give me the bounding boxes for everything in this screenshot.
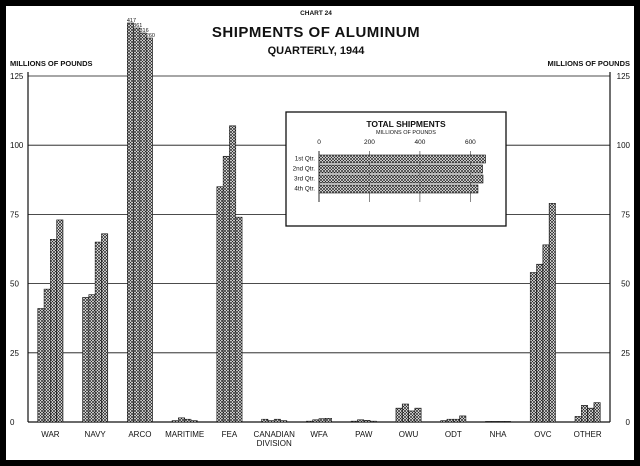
- bar-fea-q4: [236, 217, 242, 422]
- y-tick-label-right: 50: [621, 279, 630, 289]
- inset-quarter-label: 3rd Qtr.: [294, 175, 315, 183]
- y-tick-label-left: 25: [10, 348, 19, 358]
- inset-bar-q1: [319, 155, 486, 163]
- bar-ovc-q1: [530, 273, 536, 422]
- bar-paw-q1: [351, 421, 357, 422]
- bar-navy-q3: [95, 242, 101, 422]
- x-category-label: FEA: [221, 430, 238, 439]
- y-tick-label-right: 75: [621, 210, 630, 220]
- x-category-label: CANADIAN DIVISION: [253, 430, 295, 448]
- bar-fea-q2: [223, 156, 229, 422]
- x-category-label: WFA: [310, 430, 328, 439]
- bar-arco-q3: [140, 33, 146, 422]
- bar-wfa-q1: [306, 421, 312, 422]
- inset-bar-q4: [319, 185, 478, 193]
- bar-ovc-q4: [549, 203, 555, 422]
- chart-title: SHIPMENTS OF ALUMINUM: [211, 24, 421, 41]
- y-tick-label-right: 0: [625, 418, 630, 427]
- bar-canadian-division-q1: [262, 419, 268, 422]
- bar-navy-q1: [83, 297, 89, 422]
- bar-fea-q1: [217, 187, 223, 422]
- y-tick-label-right: 100: [616, 141, 630, 151]
- bar-odt-q3: [453, 419, 459, 422]
- bar-war-q2: [44, 289, 50, 422]
- bar-canadian-division-q4: [281, 421, 287, 422]
- y-tick-label-left: 125: [10, 72, 24, 81]
- x-category-label: ARCO: [128, 430, 152, 439]
- bar-war-q1: [38, 309, 44, 422]
- y-axis-label-right: MILLIONS OF POUNDS: [547, 59, 630, 68]
- bar-owu-q3: [409, 411, 415, 422]
- x-category-label: PAW: [355, 430, 373, 439]
- bar-canadian-division-q2: [268, 421, 274, 422]
- bar-other-q4: [594, 403, 600, 422]
- inset-quarter-label: 4th Qtr.: [294, 185, 315, 193]
- bar-navy-q2: [89, 295, 95, 422]
- bar-owu-q4: [415, 408, 421, 422]
- bar-paw-q4: [370, 421, 376, 422]
- inset-quarter-label: 1st Qtr.: [294, 155, 315, 163]
- bar-arco-q4: [146, 38, 152, 422]
- bar-owu-q1: [396, 408, 402, 422]
- bar-other-q1: [575, 416, 581, 422]
- bar-arco-q2: [134, 28, 140, 422]
- x-category-label: NHA: [489, 430, 507, 439]
- inset-bar-q3: [319, 175, 483, 183]
- y-tick-label-left: 100: [10, 141, 24, 151]
- x-category-label: ODT: [444, 430, 462, 439]
- bar-other-q2: [581, 405, 587, 422]
- bar-nha-q3: [498, 421, 504, 422]
- inset-x-tick-label: 200: [364, 139, 375, 146]
- bar-maritime-q2: [178, 418, 184, 422]
- bar-nha-q2: [492, 421, 498, 422]
- y-axis-label-left: MILLIONS OF POUNDS: [10, 59, 93, 68]
- overflow-value-label: 316: [139, 28, 149, 34]
- inset-x-tick-label: 600: [464, 139, 476, 146]
- bar-ovc-q2: [537, 264, 543, 422]
- inset-x-tick-label: 400: [414, 139, 426, 146]
- bar-nha-q4: [504, 421, 510, 422]
- inset-title: TOTAL SHIPMENTS: [366, 119, 446, 129]
- bar-paw-q3: [364, 420, 370, 422]
- bar-wfa-q4: [325, 418, 331, 422]
- x-category-label: OTHER: [573, 430, 602, 439]
- bar-wfa-q2: [313, 420, 319, 422]
- x-category-label: WAR: [41, 430, 60, 439]
- overflow-value-label: 361: [133, 23, 143, 29]
- bar-wfa-q3: [319, 419, 325, 422]
- bar-maritime-q1: [172, 421, 178, 422]
- y-tick-label-left: 75: [10, 210, 19, 220]
- bar-nha-q1: [485, 421, 491, 422]
- inset-quarter-label: 2nd Qtr.: [292, 165, 315, 173]
- y-tick-label-right: 25: [621, 348, 630, 358]
- bar-navy-q4: [101, 234, 107, 422]
- bar-fea-q3: [229, 126, 235, 422]
- inset-x-tick-label: 0: [317, 139, 321, 146]
- x-category-label: OWU: [398, 430, 419, 439]
- bar-odt-q1: [441, 421, 447, 422]
- chart-subtitle: QUARTERLY, 1944: [267, 45, 365, 57]
- inset-bar-q2: [319, 165, 483, 173]
- x-category-label: NAVY: [84, 430, 106, 439]
- inset-unit-label: MILLIONS OF POUNDS: [376, 130, 436, 136]
- bar-war-q3: [50, 239, 56, 422]
- bar-odt-q4: [460, 416, 466, 422]
- bar-other-q3: [588, 408, 594, 422]
- bar-canadian-division-q3: [274, 419, 280, 422]
- overflow-value-label: 417: [126, 18, 137, 24]
- bar-owu-q2: [402, 404, 408, 422]
- bar-war-q4: [57, 220, 63, 422]
- y-tick-label-right: 125: [616, 72, 630, 81]
- bar-maritime-q3: [185, 419, 191, 422]
- x-category-label: OVC: [534, 430, 552, 439]
- bar-arco-q1: [127, 23, 133, 422]
- bar-odt-q2: [447, 419, 453, 422]
- shipments-chart: [6, 6, 634, 460]
- x-category-label: MARITIME: [165, 430, 205, 439]
- bar-maritime-q4: [191, 421, 197, 422]
- bar-ovc-q3: [543, 245, 549, 422]
- bar-paw-q2: [357, 420, 363, 422]
- y-tick-label-left: 50: [10, 279, 19, 289]
- y-tick-label-left: 0: [10, 418, 15, 427]
- overflow-value-label: 260: [145, 33, 155, 39]
- chart-number: CHART 24: [300, 10, 332, 17]
